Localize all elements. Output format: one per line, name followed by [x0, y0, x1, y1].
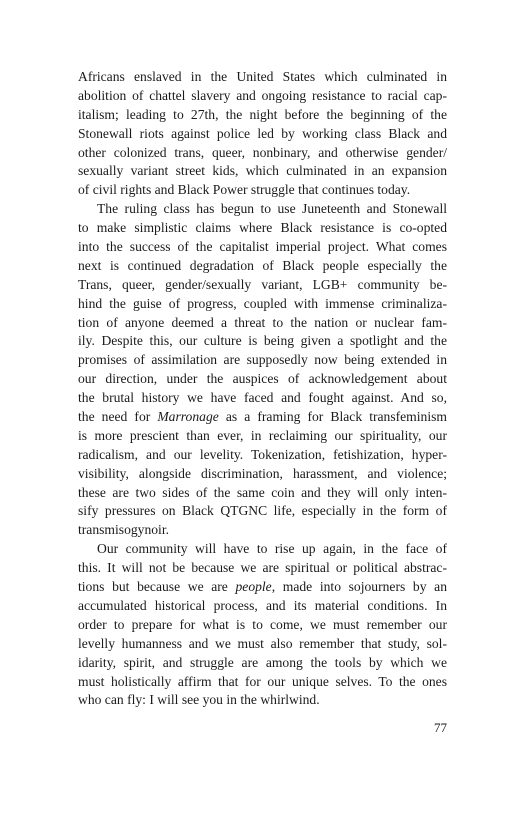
text-line — [78, 465, 447, 484]
text-segment: Our community will have to rise up again, in the face of — [97, 541, 447, 557]
text-line — [78, 144, 447, 163]
page-number: 77 — [434, 720, 447, 735]
text-segment: the brutal history we have faced and fought against. And so, — [78, 390, 447, 406]
text-segment: next is continued degradation of Black people especially the — [78, 257, 447, 273]
text-line — [78, 68, 447, 87]
text-line — [78, 597, 447, 616]
text-segment: ily. Despite this, our culture is being given a spotlight and the — [78, 333, 447, 349]
text-segment: italism; leading to 27th, the night before the beginning of the — [78, 106, 447, 122]
text-line — [78, 427, 447, 446]
text-segment: must holistically affirm that for our unique selves. To the ones — [78, 673, 447, 689]
text-line — [78, 635, 447, 654]
text-line — [78, 484, 447, 503]
text-line — [78, 125, 447, 144]
text-segment: radicalism, and our levelity. Tokenization, fetishization, hyper- — [78, 446, 447, 462]
text-line — [78, 446, 447, 465]
text-line — [78, 351, 447, 370]
text-segment: abolition of chattel slavery and ongoing resistance to racial cap- — [78, 87, 447, 103]
paragraph — [78, 540, 447, 710]
text-segment: tion of anyone deemed a threat to the nation or nuclear fam- — [78, 314, 447, 330]
text-line — [78, 106, 447, 125]
text-line — [78, 408, 447, 427]
italic-text: Marronage — [157, 409, 219, 425]
text-segment: tions but because we are — [78, 579, 236, 595]
text-line — [78, 162, 447, 181]
text-line — [78, 540, 447, 559]
text-line — [78, 389, 447, 408]
text-segment: is more prescient than ever, in reclaiming our spirituality, our — [78, 427, 447, 443]
text-line — [78, 502, 447, 521]
text-segment: other colonized trans, queer, nonbinary, and otherwise gender/ — [78, 144, 447, 160]
text-segment: as a framing for Black transfeminism — [218, 409, 447, 425]
text-segment: Trans, queer, gender/sexually variant, LGB+ community be- — [78, 276, 447, 292]
text-line — [78, 181, 447, 200]
text-segment: transmisogynoir. — [78, 522, 170, 538]
text-line — [78, 654, 447, 673]
text-segment: idarity, spirit, and struggle are among the tools by which we — [78, 654, 447, 670]
text-line — [78, 691, 447, 710]
text-line — [78, 314, 447, 333]
text-segment: Stonewall riots against police led by working class Black and — [78, 125, 447, 141]
text-line — [78, 559, 447, 578]
text-segment: to make simplistic claims where Black resistance is co-opted — [78, 220, 447, 236]
text-line — [78, 276, 447, 295]
text-segment: The ruling class has begun to use Juneteenth and Stonewall — [97, 201, 447, 217]
text-line — [78, 219, 447, 238]
text-segment: order to prepare for what is to come, we must remember our — [78, 616, 447, 632]
text-segment: this. It will not be because we are spiritual or political abstrac- — [78, 560, 447, 576]
text-line — [78, 238, 447, 257]
text-line — [78, 295, 447, 314]
text-segment: sify pressures on Black QTGNC life, especially in the form of — [78, 503, 447, 519]
text-segment: these are two sides of the same coin and they will only inten- — [78, 484, 447, 500]
text-segment: our direction, under the auspices of acknowledgement about — [78, 371, 447, 387]
text-segment: Africans enslaved in the United States which culminated in — [78, 69, 447, 84]
text-segment: levelly humanness and we must also remember that study, sol- — [78, 635, 447, 651]
text-line — [78, 578, 447, 597]
italic-text: people — [235, 579, 272, 595]
text-line — [78, 332, 447, 351]
text-line — [78, 521, 447, 540]
text-segment: , made into sojourners by an — [271, 579, 447, 595]
text-segment: promises of assimilation are supposedly now being extended in — [78, 352, 447, 368]
text-segment: of civil rights and Black Power struggle that continues today. — [78, 182, 411, 198]
text-segment: accumulated historical process, and its material conditions. In — [78, 597, 447, 613]
paragraph — [78, 200, 447, 540]
body-text — [78, 68, 447, 710]
text-segment: hind the guise of progress, coupled with immense criminaliza- — [78, 295, 447, 311]
text-line — [78, 200, 447, 219]
text-line — [78, 673, 447, 692]
text-segment: the need for — [78, 409, 158, 425]
text-line — [78, 370, 447, 389]
text-segment: into the success of the capitalist imperial project. What comes — [78, 239, 447, 255]
text-line — [78, 257, 447, 276]
text-segment: who can fly: I will see you in the whirlwind. — [78, 692, 320, 708]
text-line — [78, 87, 447, 106]
paragraph — [78, 68, 447, 200]
page-body — [78, 68, 447, 768]
text-line — [78, 616, 447, 635]
text-segment: visibility, alongside discrimination, harassment, and violence; — [78, 465, 447, 481]
text-segment: sexually variant street kids, which culminated in an expansion — [78, 163, 447, 179]
